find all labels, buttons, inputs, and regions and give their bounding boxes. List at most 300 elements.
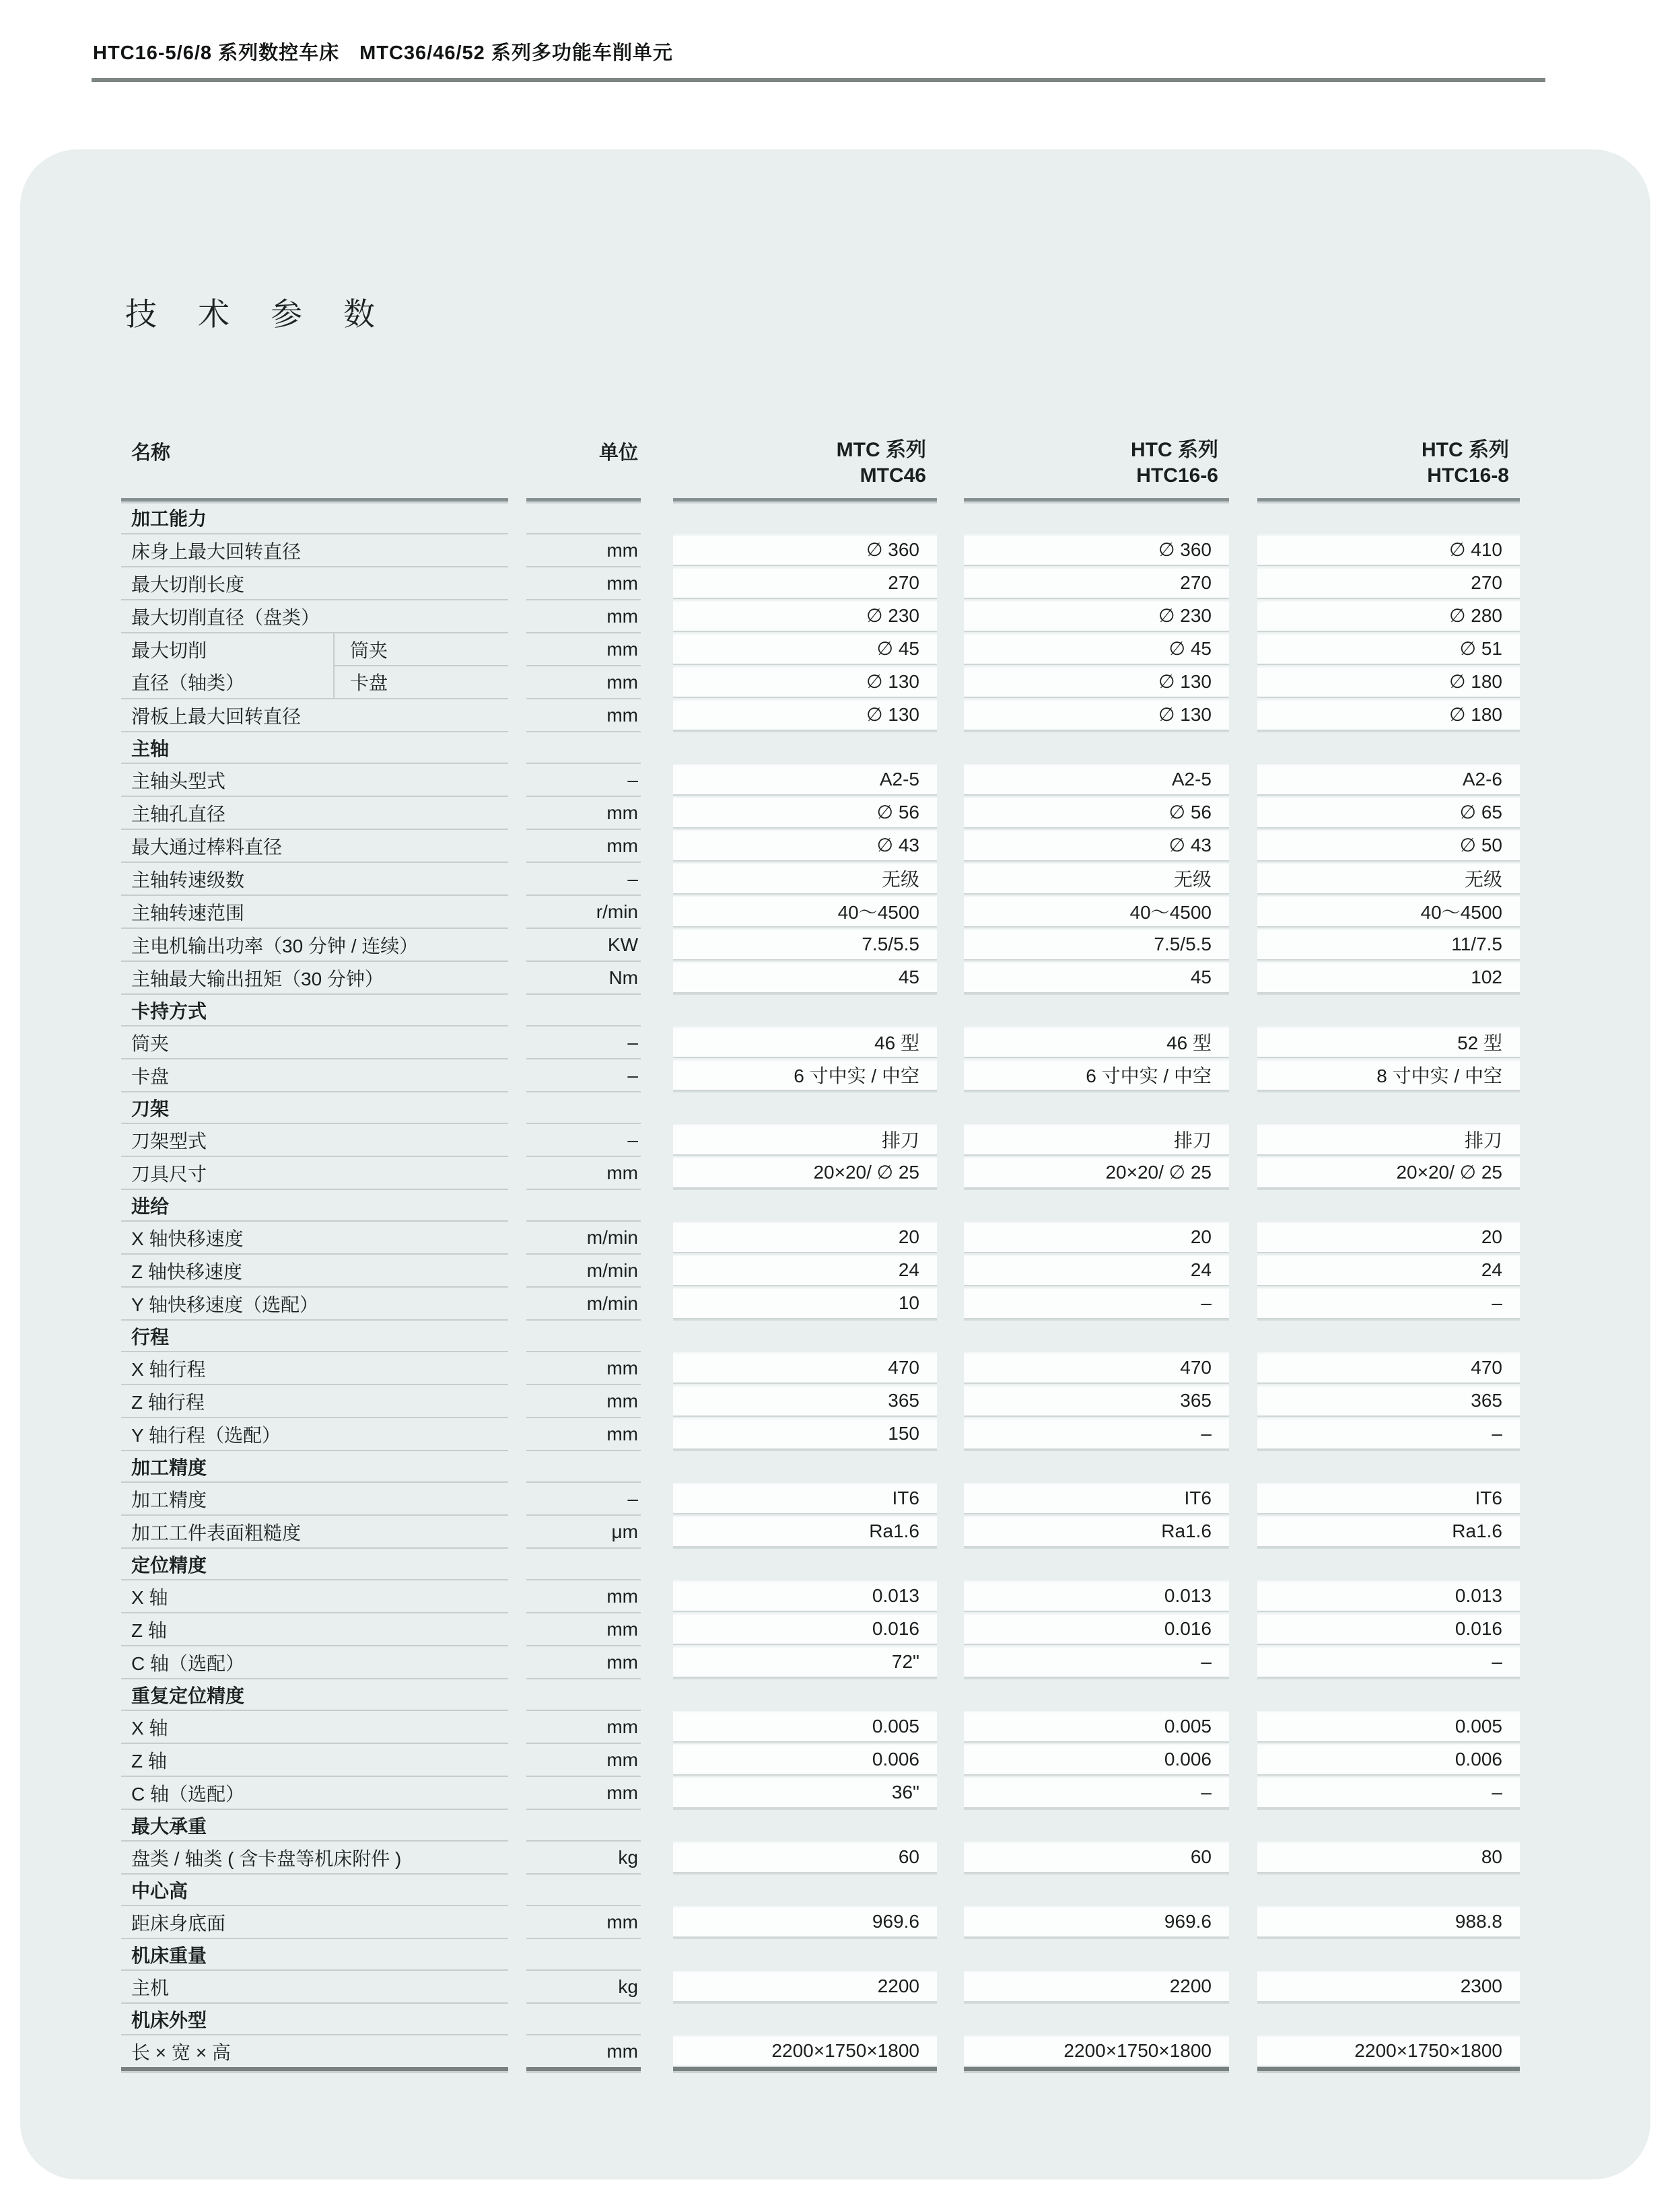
- row-label: [121, 566, 508, 599]
- value-cell-htc16-8: 2300: [1257, 1971, 1520, 2001]
- value-cell-mtc46: A2-5: [673, 764, 937, 794]
- section-row: [121, 1547, 1520, 1579]
- row-label: [121, 665, 508, 698]
- value-cell-htc16-6: A2-5: [964, 764, 1229, 794]
- col-header-model-mtc46: [673, 432, 937, 498]
- table-row: [121, 1840, 1520, 1873]
- value-cell-htc16-8: 0.006: [1257, 1744, 1520, 1774]
- unit-cell: mm: [526, 632, 641, 665]
- value-cell-htc16-8: ∅ 180: [1257, 666, 1520, 697]
- value-cell-htc16-8: ∅ 410: [1257, 534, 1520, 565]
- section-label: 最大承重: [121, 1809, 508, 1840]
- value-cell-htc16-8: 80: [1257, 1842, 1520, 1872]
- row-label: [121, 829, 508, 862]
- value-cell: [964, 1189, 1229, 1220]
- row-label-text: C 轴（选配）: [131, 1783, 245, 1805]
- value-cell-htc16-6: ∅ 56: [964, 797, 1229, 827]
- row-label: [121, 1025, 508, 1058]
- row-label-text: 最大通过棒料直径: [131, 836, 283, 858]
- value-cell: [964, 731, 1229, 763]
- row-label: [121, 1710, 508, 1743]
- value-cell-htc16-8: 0.005: [1257, 1711, 1520, 1741]
- unit-cell: [526, 731, 641, 763]
- row-label-text: 直径（轴类）: [131, 672, 245, 693]
- table-row: [121, 1514, 1520, 1547]
- value-cell: [964, 1450, 1229, 1481]
- unit-cell: mm: [526, 1351, 641, 1384]
- row-label-text: 刀具尺寸: [131, 1163, 207, 1185]
- row-label: [121, 1384, 508, 1417]
- value-cell: [1257, 1873, 1520, 1905]
- unit-cell: mm: [526, 1612, 641, 1645]
- bottom-rule-segment: [526, 2067, 641, 2071]
- value-cell: [673, 1678, 937, 1710]
- row-label: [121, 1351, 508, 1384]
- unit-cell: [526, 993, 641, 1025]
- value-cell: [673, 1547, 937, 1579]
- section-label: 机床外型: [121, 2002, 508, 2034]
- table-row: [121, 895, 1520, 928]
- model-label: HTC16-8: [1427, 464, 1509, 487]
- unit-cell: kg: [526, 1840, 641, 1873]
- table-row: [121, 1645, 1520, 1678]
- value-cell-mtc46: 2200: [673, 1971, 937, 2001]
- value-cell: [673, 993, 937, 1025]
- value-cell-mtc46: 0.013: [673, 1580, 937, 1611]
- value-cell: [964, 1678, 1229, 1710]
- value-cell: [1257, 993, 1520, 1025]
- row-label-text: 长 × 宽 × 高: [131, 2041, 231, 2063]
- value-cell-htc16-6: 20: [964, 1222, 1229, 1252]
- row-label-text: 主电机输出功率（30 分钟 / 连续）: [131, 935, 419, 956]
- value-cell-htc16-8: 270: [1257, 567, 1520, 598]
- table-row: [121, 1743, 1520, 1776]
- row-label: [121, 1417, 508, 1450]
- value-cell-htc16-8: 365: [1257, 1385, 1520, 1415]
- table-row: [121, 1579, 1520, 1612]
- unit-cell: mm: [526, 698, 641, 731]
- unit-cell: mm: [526, 665, 641, 698]
- value-cell-htc16-6: ∅ 360: [964, 534, 1229, 565]
- unit-cell: mm: [526, 1905, 641, 1938]
- value-cell: [1257, 501, 1520, 533]
- value-cell-mtc46: ∅ 43: [673, 830, 937, 860]
- section-label: 行程: [121, 1319, 508, 1351]
- value-cell-mtc46: 0.005: [673, 1711, 937, 1741]
- section-row: [121, 1091, 1520, 1123]
- unit-cell: [526, 1678, 641, 1710]
- row-label-text: 盘类 / 轴类 ( 含卡盘等机床附件 ): [131, 1848, 402, 1869]
- value-cell: [1257, 2002, 1520, 2034]
- section-label: 加工精度: [121, 1450, 508, 1481]
- value-cell-htc16-6: 6 寸中实 / 中空: [964, 1059, 1229, 1090]
- row-label: [121, 1058, 508, 1091]
- table-row: [121, 960, 1520, 993]
- table-row: [121, 2034, 1520, 2067]
- col-header-name: 名称: [131, 442, 171, 464]
- value-cell: [964, 1873, 1229, 1905]
- section-label: 机床重量: [121, 1938, 508, 1969]
- value-cell-htc16-6: –: [964, 1418, 1229, 1448]
- table-row: [121, 566, 1520, 599]
- row-label-text: 主轴孔直径: [131, 803, 226, 825]
- row-label: [121, 1743, 508, 1776]
- section-row: [121, 1450, 1520, 1481]
- row-label-text: 最大切削直径（盘类）: [131, 606, 320, 628]
- row-label-text: 主轴转速级数: [131, 869, 245, 890]
- value-cell: [673, 731, 937, 763]
- unit-cell: [526, 501, 641, 533]
- row-label: [121, 2034, 508, 2067]
- unit-cell: mm: [526, 1645, 641, 1678]
- row-sublabel: 筒夹: [350, 639, 388, 661]
- table-row: [121, 1220, 1520, 1253]
- unit-cell: mm: [526, 1776, 641, 1809]
- value-cell-htc16-6: ∅ 45: [964, 633, 1229, 664]
- value-cell: [964, 1319, 1229, 1351]
- row-label-text: 加工精度: [131, 1489, 207, 1510]
- value-cell-mtc46: Ra1.6: [673, 1516, 937, 1546]
- table-row: [121, 829, 1520, 862]
- bottom-rule-segment: [1257, 2067, 1520, 2071]
- row-label-text: 床身上最大回转直径: [131, 540, 302, 562]
- value-cell-htc16-8: 102: [1257, 962, 1520, 992]
- value-cell-htc16-8: –: [1257, 1418, 1520, 1448]
- row-label: [121, 1220, 508, 1253]
- row-label: [121, 1612, 508, 1645]
- section-label: 中心高: [121, 1873, 508, 1905]
- row-label: [121, 928, 508, 960]
- value-cell: [1257, 1547, 1520, 1579]
- table-row: [121, 1969, 1520, 2002]
- unit-cell: –: [526, 763, 641, 796]
- value-cell-htc16-6: 0.005: [964, 1711, 1229, 1741]
- value-cell-mtc46: 0.006: [673, 1744, 937, 1774]
- value-cell-htc16-8: –: [1257, 1288, 1520, 1318]
- table-row: [121, 1025, 1520, 1058]
- value-cell-htc16-8: 24: [1257, 1255, 1520, 1285]
- bottom-rule-segment: [964, 2067, 1229, 2071]
- unit-cell: KW: [526, 928, 641, 960]
- table-body: [121, 501, 1520, 2067]
- value-cell: [964, 1938, 1229, 1969]
- row-label: [121, 1645, 508, 1678]
- row-label-text: C 轴（选配）: [131, 1652, 245, 1674]
- value-cell-htc16-8: ∅ 65: [1257, 797, 1520, 827]
- row-label-text: Z 轴行程: [131, 1391, 205, 1413]
- row-label-text: Z 轴快移速度: [131, 1261, 242, 1282]
- value-cell-htc16-8: 排刀: [1257, 1124, 1520, 1154]
- table-row: [121, 1253, 1520, 1286]
- document-header-title: HTC16-5/6/8 系列数控车床 MTC36/46/52 系列多功能车削单元: [93, 42, 673, 64]
- unit-cell: m/min: [526, 1286, 641, 1319]
- row-label: [121, 1253, 508, 1286]
- split-divider: [333, 633, 335, 665]
- value-cell-htc16-8: ∅ 50: [1257, 830, 1520, 860]
- row-label: [121, 862, 508, 895]
- section-row: [121, 1809, 1520, 1840]
- value-cell-htc16-6: 0.006: [964, 1744, 1229, 1774]
- model-label: MTC46: [860, 464, 926, 487]
- value-cell-htc16-6: 2200×1750×1800: [964, 2035, 1229, 2066]
- table-row: [121, 1351, 1520, 1384]
- row-label: [121, 1123, 508, 1156]
- value-cell-htc16-6: 40～4500: [964, 896, 1229, 926]
- table-row: [121, 1384, 1520, 1417]
- row-label-text: 筒夹: [131, 1033, 170, 1054]
- value-cell-htc16-6: 46 型: [964, 1026, 1229, 1057]
- row-label-text: X 轴: [131, 1717, 168, 1739]
- value-cell: [1257, 1091, 1520, 1123]
- value-cell-mtc46: 36": [673, 1777, 937, 1807]
- model-label: HTC16-6: [1136, 464, 1218, 487]
- value-cell-htc16-6: ∅ 130: [964, 699, 1229, 730]
- unit-cell: mm: [526, 1579, 641, 1612]
- row-label-text: 滑板上最大回转直径: [131, 705, 302, 727]
- row-label-text: Z 轴: [131, 1619, 167, 1641]
- value-cell: [673, 1450, 937, 1481]
- value-cell: [964, 501, 1229, 533]
- row-sublabel: 卡盘: [350, 672, 388, 693]
- value-cell-htc16-6: –: [964, 1646, 1229, 1677]
- table-row: [121, 533, 1520, 566]
- section-row: [121, 1189, 1520, 1220]
- value-cell-mtc46: 20×20/ ∅ 25: [673, 1157, 937, 1187]
- section-row: [121, 993, 1520, 1025]
- value-cell-mtc46: ∅ 130: [673, 666, 937, 697]
- value-cell-htc16-6: 24: [964, 1255, 1229, 1285]
- section-label: 卡持方式: [121, 993, 508, 1025]
- table-row: [121, 1776, 1520, 1809]
- bottom-rule-segment: [121, 2067, 508, 2071]
- value-cell-htc16-8: –: [1257, 1777, 1520, 1807]
- row-label: [121, 698, 508, 731]
- table-header-row: [121, 432, 1520, 498]
- unit-cell: [526, 1319, 641, 1351]
- value-cell: [673, 1319, 937, 1351]
- row-label-text: Y 轴行程（选配）: [131, 1424, 281, 1446]
- unit-cell: mm: [526, 1384, 641, 1417]
- table-row: [121, 665, 1520, 698]
- header-divider: [92, 78, 1545, 82]
- row-label-text: X 轴行程: [131, 1358, 206, 1380]
- section-label: 加工能力: [131, 508, 207, 529]
- row-label: [121, 1286, 508, 1319]
- value-cell-htc16-6: Ra1.6: [964, 1516, 1229, 1546]
- row-label: [121, 1156, 508, 1189]
- row-label-text: Z 轴: [131, 1750, 167, 1772]
- value-cell-htc16-8: 11/7.5: [1257, 929, 1520, 959]
- value-cell-htc16-8: ∅ 180: [1257, 699, 1520, 730]
- row-label: [121, 763, 508, 796]
- value-cell-htc16-8: 470: [1257, 1352, 1520, 1383]
- unit-cell: [526, 1547, 641, 1579]
- unit-cell: m/min: [526, 1220, 641, 1253]
- value-cell-htc16-8: 无级: [1257, 863, 1520, 893]
- value-cell-htc16-8: 2200×1750×1800: [1257, 2035, 1520, 2066]
- table-row: [121, 698, 1520, 731]
- value-cell-mtc46: 969.6: [673, 1906, 937, 1936]
- value-cell: [673, 1091, 937, 1123]
- section-label: 刀架: [121, 1091, 508, 1123]
- value-cell-mtc46: 46 型: [673, 1026, 937, 1057]
- split-divider: [333, 665, 335, 698]
- value-cell: [1257, 1450, 1520, 1481]
- unit-cell: –: [526, 1481, 641, 1514]
- unit-cell: mm: [526, 1417, 641, 1450]
- table-row: [121, 1417, 1520, 1450]
- value-cell-htc16-8: ∅ 280: [1257, 600, 1520, 631]
- table-row: [121, 1710, 1520, 1743]
- value-cell-mtc46: 60: [673, 1842, 937, 1872]
- unit-cell: [526, 2002, 641, 2034]
- value-cell: [673, 2002, 937, 2034]
- value-cell: [673, 501, 937, 533]
- value-cell-mtc46: 72": [673, 1646, 937, 1677]
- value-cell-htc16-6: 7.5/5.5: [964, 929, 1229, 959]
- value-cell-mtc46: 270: [673, 567, 937, 598]
- unit-cell: –: [526, 1058, 641, 1091]
- table-row: [121, 1058, 1520, 1091]
- row-label-text: 主轴转速范围: [131, 902, 245, 923]
- unit-cell: [526, 1873, 641, 1905]
- value-cell-htc16-6: ∅ 130: [964, 666, 1229, 697]
- section-row: [121, 731, 1520, 763]
- value-cell-mtc46: ∅ 360: [673, 534, 937, 565]
- section-label: 定位精度: [121, 1547, 508, 1579]
- value-cell-htc16-6: 0.016: [964, 1613, 1229, 1644]
- series-label: HTC 系列: [1422, 439, 1509, 461]
- row-label-text: 距床身底面: [131, 1912, 226, 1934]
- value-cell-htc16-8: 20×20/ ∅ 25: [1257, 1157, 1520, 1187]
- section-row: [121, 1873, 1520, 1905]
- table-row: [121, 1123, 1520, 1156]
- row-label-text: 卡盘: [131, 1065, 170, 1087]
- section-row: [121, 1938, 1520, 1969]
- value-cell: [1257, 1938, 1520, 1969]
- spec-table: [121, 432, 1520, 2071]
- unit-cell: mm: [526, 1710, 641, 1743]
- series-label: HTC 系列: [1131, 439, 1218, 461]
- unit-cell: mm: [526, 1743, 641, 1776]
- value-cell-htc16-6: IT6: [964, 1483, 1229, 1513]
- value-cell-htc16-8: Ra1.6: [1257, 1516, 1520, 1546]
- unit-cell: mm: [526, 533, 641, 566]
- value-cell-htc16-8: 8 寸中实 / 中空: [1257, 1059, 1520, 1090]
- page-title: 技 术 参 数: [125, 296, 392, 332]
- row-label: [121, 1579, 508, 1612]
- value-cell-htc16-8: 0.013: [1257, 1580, 1520, 1611]
- value-cell-htc16-6: 365: [964, 1385, 1229, 1415]
- value-cell-mtc46: 10: [673, 1288, 937, 1318]
- unit-cell: [526, 1091, 641, 1123]
- value-cell-mtc46: 45: [673, 962, 937, 992]
- unit-cell: kg: [526, 1969, 641, 2002]
- row-label-text: X 轴: [131, 1586, 168, 1608]
- value-cell-htc16-6: 45: [964, 962, 1229, 992]
- value-cell-htc16-6: –: [964, 1777, 1229, 1807]
- value-cell: [964, 993, 1229, 1025]
- row-label: [121, 533, 508, 566]
- value-cell: [673, 1873, 937, 1905]
- value-cell-htc16-8: 0.016: [1257, 1613, 1520, 1644]
- row-label: [121, 895, 508, 928]
- table-row: [121, 1905, 1520, 1938]
- table-row: [121, 632, 1520, 665]
- value-cell: [673, 1189, 937, 1220]
- row-label: [121, 1905, 508, 1938]
- unit-cell: mm: [526, 2034, 641, 2067]
- row-label: [121, 1481, 508, 1514]
- row-label: [121, 632, 508, 665]
- value-cell-htc16-8: 20: [1257, 1222, 1520, 1252]
- section-row: [121, 1678, 1520, 1710]
- unit-cell: mm: [526, 796, 641, 829]
- value-cell-htc16-6: 60: [964, 1842, 1229, 1872]
- value-cell-htc16-6: 排刀: [964, 1124, 1229, 1154]
- value-cell-htc16-6: 0.013: [964, 1580, 1229, 1611]
- bottom-rule-segment: [673, 2067, 937, 2071]
- value-cell-mtc46: 7.5/5.5: [673, 929, 937, 959]
- value-cell-htc16-8: –: [1257, 1646, 1520, 1677]
- row-label-text: 主轴头型式: [131, 770, 226, 792]
- unit-cell: μm: [526, 1514, 641, 1547]
- unit-cell: mm: [526, 599, 641, 632]
- value-cell: [1257, 731, 1520, 763]
- value-cell: [964, 2002, 1229, 2034]
- row-label-text: 最大切削长度: [131, 573, 245, 595]
- row-label-text: 主机: [131, 1977, 170, 1998]
- table-row: [121, 796, 1520, 829]
- section-label: 进给: [121, 1189, 508, 1220]
- row-label: [121, 1776, 508, 1809]
- section-label: 主轴: [121, 731, 508, 763]
- value-cell: [1257, 1678, 1520, 1710]
- value-cell-mtc46: 40～4500: [673, 896, 937, 926]
- value-cell-mtc46: 470: [673, 1352, 937, 1383]
- value-cell-mtc46: 365: [673, 1385, 937, 1415]
- value-cell-htc16-6: 470: [964, 1352, 1229, 1383]
- table-row: [121, 1612, 1520, 1645]
- value-cell-mtc46: IT6: [673, 1483, 937, 1513]
- value-cell-mtc46: ∅ 56: [673, 797, 937, 827]
- table-row: [121, 862, 1520, 895]
- col-header-model-htc16-8: [1257, 432, 1520, 498]
- value-cell-mtc46: 6 寸中实 / 中空: [673, 1059, 937, 1090]
- value-cell-mtc46: 0.016: [673, 1613, 937, 1644]
- value-cell: [1257, 1189, 1520, 1220]
- unit-cell: mm: [526, 1156, 641, 1189]
- value-cell-mtc46: 150: [673, 1418, 937, 1448]
- table-row: [121, 1286, 1520, 1319]
- table-bottom-rule: [121, 2067, 1520, 2071]
- row-label: [121, 796, 508, 829]
- value-cell: [673, 1809, 937, 1840]
- section-row: [121, 2002, 1520, 2034]
- unit-cell: r/min: [526, 895, 641, 928]
- unit-cell: –: [526, 1123, 641, 1156]
- value-cell: [964, 1809, 1229, 1840]
- value-cell-htc16-8: 988.8: [1257, 1906, 1520, 1936]
- unit-cell: [526, 1809, 641, 1840]
- value-cell: [1257, 1319, 1520, 1351]
- unit-cell: mm: [526, 829, 641, 862]
- value-cell: [964, 1091, 1229, 1123]
- section-row: [121, 501, 1520, 533]
- value-cell-htc16-6: 270: [964, 567, 1229, 598]
- unit-cell: [526, 1450, 641, 1481]
- value-cell-htc16-6: 20×20/ ∅ 25: [964, 1157, 1229, 1187]
